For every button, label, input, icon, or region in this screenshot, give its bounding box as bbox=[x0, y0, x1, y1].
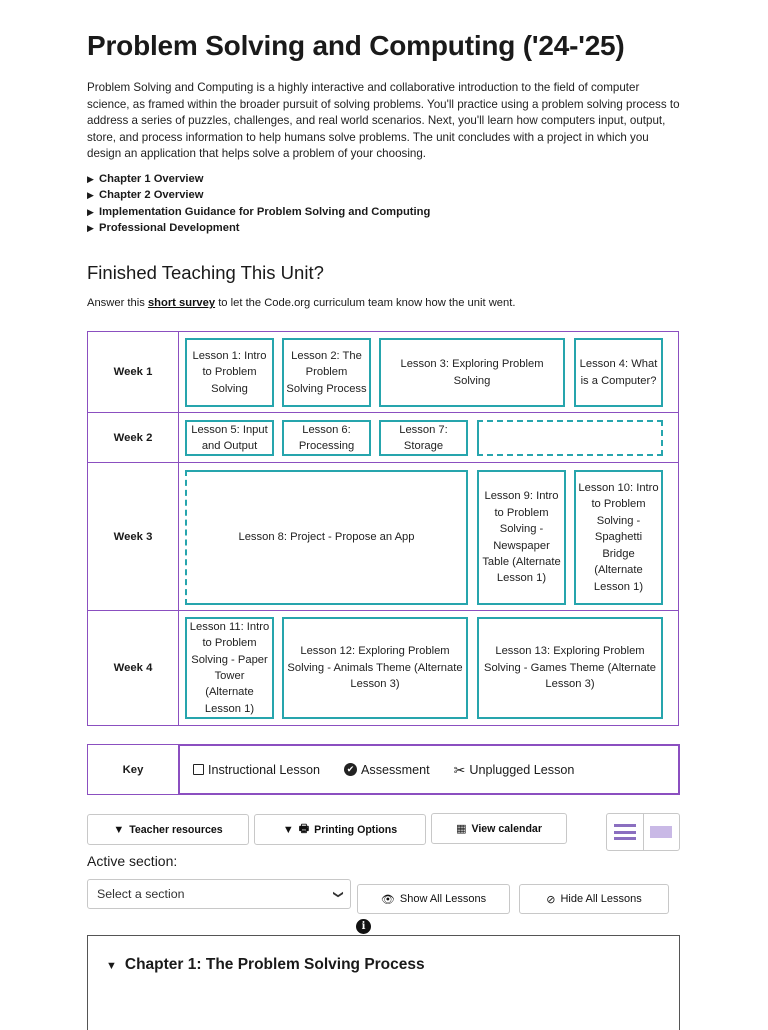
week-3-row bbox=[178, 462, 679, 611]
eye-slash-icon: ⊘ bbox=[546, 893, 556, 906]
check-circle-icon: ✔ bbox=[344, 763, 357, 776]
caret-down-icon: ▼ bbox=[106, 960, 117, 972]
week-4-row bbox=[178, 610, 679, 726]
lesson-11[interactable]: Lesson 11: Intro to Problem Solving - Paper Tower (Alternate Lesson 1) bbox=[185, 617, 274, 719]
grid-icon bbox=[650, 826, 672, 838]
lesson-10[interactable]: Lesson 10: Intro to Problem Solving - Spaghetti Bridge (Alternate Lesson 1) bbox=[574, 470, 663, 605]
week-2-row bbox=[178, 412, 679, 463]
key-instructional: Instructional Lesson bbox=[193, 763, 320, 777]
grid-view-button[interactable] bbox=[643, 814, 679, 850]
lesson-2[interactable]: Lesson 2: The Problem Solving Process bbox=[282, 338, 371, 407]
lesson-3[interactable]: Lesson 3: Exploring Problem Solving bbox=[379, 338, 565, 407]
square-icon bbox=[193, 764, 204, 775]
chevron-down-icon: ❯ bbox=[332, 889, 344, 899]
lesson-6[interactable]: Lesson 6: Processing bbox=[282, 420, 371, 456]
eye-icon: 👁 bbox=[380, 893, 395, 906]
caret-down-icon: ▼ bbox=[113, 823, 125, 836]
week-1-label: Week 1 bbox=[87, 331, 179, 413]
teacher-resources-button[interactable]: ▼ Teacher resources bbox=[87, 814, 249, 845]
details-list bbox=[87, 171, 430, 237]
triangle-right-icon: ▶ bbox=[87, 174, 94, 184]
lesson-8[interactable]: Lesson 8: Project - Propose an App bbox=[185, 470, 468, 605]
calendar-icon: ▦ bbox=[456, 823, 467, 835]
details-professional-development[interactable]: ▶ Professional Development bbox=[87, 220, 430, 236]
lesson-12[interactable]: Lesson 12: Exploring Problem Solving - Animals Theme (Alternate Lesson 3) bbox=[282, 617, 468, 719]
chapter-1-toggle[interactable]: ▼ Chapter 1: The Problem Solving Process bbox=[106, 956, 425, 973]
details-implementation-guidance[interactable]: ▶ Implementation Guidance for Problem Solving and Computing bbox=[87, 204, 430, 220]
view-calendar-button[interactable]: ▦ View calendar bbox=[431, 813, 567, 844]
lesson-13[interactable]: Lesson 13: Exploring Problem Solving - Games Theme (Alternate Lesson 3) bbox=[477, 617, 663, 719]
finished-heading: Finished Teaching This Unit? bbox=[87, 262, 324, 283]
week-3-label: Week 3 bbox=[87, 462, 179, 611]
lesson-9[interactable]: Lesson 9: Intro to Problem Solving - Newspaper Table (Alternate Lesson 1) bbox=[477, 470, 566, 605]
short-survey-link[interactable]: short survey bbox=[147, 297, 216, 309]
triangle-right-icon: ▶ bbox=[87, 223, 94, 234]
week-4-label: Week 4 bbox=[87, 610, 179, 726]
unit-description: Problem Solving and Computing is a highly interactive and collaborative introduction to the field of computer science, as framed within the broader pursuit of solving problems. You'll practice using a problem solving process to address a series of puzzles, challenges, and real world scenarios. Next, you'll learn how computers input, output, store, and process information to help humans solve problems. The unit concludes with a project in which you design an application that helps solve a problem of your choosing. bbox=[87, 81, 680, 160]
printer-icon: 🖶 bbox=[298, 823, 310, 835]
lesson-4[interactable]: Lesson 4: What is a Computer? bbox=[574, 338, 663, 407]
show-all-lessons-button[interactable]: 👁 Show All Lessons bbox=[357, 884, 510, 914]
key-label: Key bbox=[87, 744, 179, 795]
key-items bbox=[178, 744, 680, 795]
details-chapter-1-overview[interactable]: ▶ Chapter 1 Overview bbox=[87, 171, 430, 187]
active-section-label: Active section: bbox=[87, 853, 178, 869]
triangle-right-icon: ▶ bbox=[87, 206, 94, 217]
triangle-right-icon: ▶ bbox=[87, 190, 94, 201]
hide-all-lessons-button[interactable]: ⊘ Hide All Lessons bbox=[519, 884, 669, 914]
unit-calendar bbox=[87, 331, 680, 726]
caret-down-icon: ▼ bbox=[282, 823, 294, 836]
section-select[interactable]: Select a section ❯ bbox=[87, 879, 351, 909]
info-icon[interactable]: i bbox=[356, 919, 371, 934]
view-toggle bbox=[606, 813, 680, 851]
printing-options-button[interactable]: ▼ 🖶 Printing Options bbox=[254, 814, 426, 845]
week-1-row bbox=[178, 331, 679, 413]
lesson-7[interactable]: Lesson 7: Storage bbox=[379, 420, 468, 456]
chapter-1-panel bbox=[87, 935, 680, 1030]
list-view-button[interactable] bbox=[607, 814, 643, 850]
lesson-8-continuation-top bbox=[477, 420, 663, 456]
key-unplugged: ✂ Unplugged Lesson bbox=[453, 761, 575, 778]
scissors-icon: ✂ bbox=[453, 761, 466, 778]
lesson-key bbox=[87, 744, 680, 795]
key-assessment: ✔ Assessment bbox=[344, 763, 430, 777]
list-icon bbox=[614, 824, 636, 840]
survey-text: Answer this short survey to let the Code.org curriculum team know how the unit went. bbox=[87, 297, 516, 309]
details-chapter-2-overview[interactable]: ▶ Chapter 2 Overview bbox=[87, 187, 430, 203]
page-title: Problem Solving and Computing ('24-'25) bbox=[87, 30, 625, 61]
week-2-label: Week 2 bbox=[87, 412, 179, 463]
lesson-1[interactable]: Lesson 1: Intro to Problem Solving bbox=[185, 338, 274, 407]
lesson-5[interactable]: Lesson 5: Input and Output bbox=[185, 420, 274, 456]
